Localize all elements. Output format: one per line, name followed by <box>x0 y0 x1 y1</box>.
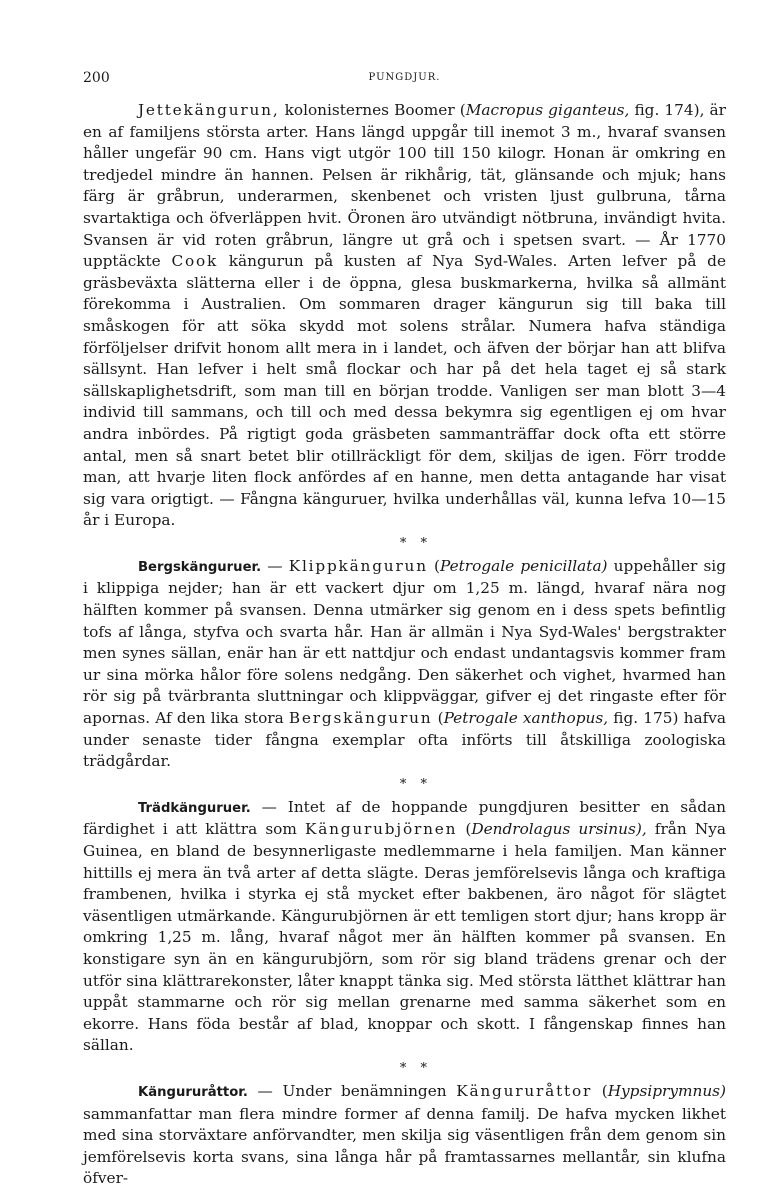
text-run: — <box>261 556 289 575</box>
running-title: PUNGDJUR. <box>368 72 441 83</box>
italic-species-name: Hypsiprymnus) <box>607 1081 726 1100</box>
spaced-common-name: Jettekängurun, <box>138 101 280 119</box>
text-run: — Under benämningen <box>247 1081 457 1100</box>
text-run: fig. 175) hafva under senaste tider fångna exemplar ofta införts till åtskilliga zoologiska trädgårdar. <box>83 709 726 771</box>
section-separator: * * <box>399 1060 428 1076</box>
text-run: — Intet af de hoppande pungdjuren besitter en sådan färdighet i att klättra som <box>83 797 726 839</box>
paragraph-bergskanguruer <box>83 556 726 773</box>
section-separator: * * <box>399 535 428 551</box>
text-run: kängurun på kusten af Nya Syd-Wales. Arten lefver på de gräsbeväxta slätterna eller i de öppna, glesa buskmarkerna, hvilka så allmänt förekomma i Australien. Om sommaren drager kängurun sig till baka till småskogen för att söka skydd mot solens strålar. Numera hafva ständiga förföljelser drifvit honom allt mera in i landet, och äfven der börjar han att blifva sällsynt. Han lefver i helt små flockar och har på det hela taget ej så stark sällskaplighetsdrift, som man till en början trodde. Vanligen ser man blott 3—4 individ till sammans, och till och med dessa bekymra sig egentligen ej om hvar andra inbördes. På rigtigt goda gräsbeten sammanträffar dock ofta ett större antal, men så snart betet blir otillräckligt för dem, skiljas de igen. Förr trodde man, att hvarje liten flock anfördes af en hanne, men detta antagande har visat sig vara origtigt. — Fångna känguruer, hvilka underhållas väl, kunna lefva 10—15 år i Europa. <box>83 252 726 530</box>
section-heading: Bergskänguruer. <box>138 559 262 575</box>
text-run: från Nya Guinea, en bland de besynnerligaste medlemmarne i hela familjen. Man känner hittills ej mera än två arter af detta slägte. Deras jemförelsevis långa och kraftiga frambenen, hvilka i styrka ej stå mycket efter bakbenen, äro något för slägtet väsentligen utmärkande. Kängurubjörnen är ett temligen stort djur; hans kropp är omkring 1,25 m. lång, hvaraf något mer än hälften kommer på svansen. En konstigare syn än en kängurubjörn, som rör sig bland trädens grenar och der utför sina klättrarekonster, låter knappt tänka sig. Med största lätthet klättrar han uppåt stammarne och rör sig mellan grenarne med samma säkerhet som en ekorre. Hans föda består af blad, knoppar och skott. I fångenskap finnes han sällan. <box>83 820 726 1055</box>
section-separator: * * <box>399 776 428 792</box>
section-heading: Kängururåttor. <box>138 1084 248 1100</box>
spaced-common-name: Klippkängurun <box>288 556 428 575</box>
text-run: ( <box>592 1081 608 1100</box>
text-run: ( <box>427 556 440 575</box>
italic-species-name: Dendrolagus ursinus), <box>471 820 647 839</box>
spaced-common-name: Kängururåttor <box>456 1081 593 1100</box>
text-run: kolonisternes Boomer ( <box>279 101 466 119</box>
text-run: uppehåller sig i klippiga nejder; han är ett vackert djur om 1,25 m. längd, hvaraf nära nog hälften kommer på svansen. Denna utmärker sig genom en i dess spets befintlig tofs af långa, styfva och svarta hår. Han är allmän i Nya Syd-Wales' bergstrakter men synes sällan, enär han är ett nattdjur och endast undantagsvis kommer fram ur sina mörka hålor före solens nedgång. Den säkerhet och vighet, hvarmed han rör sig på tvärbranta sluttningar och klippväggar, gifver ej det ringaste efter för apornas. Af den lika stora <box>83 556 726 728</box>
spaced-common-name: Kängurubjörnen <box>305 820 458 839</box>
section-heading: Trädkänguruer. <box>138 800 251 816</box>
text-run: ( <box>432 709 444 728</box>
paragraph-tradkanguruer <box>83 797 726 1057</box>
paragraph-kangururattor <box>83 1081 726 1190</box>
italic-species-name: Petrogale xanthopus, <box>443 709 609 728</box>
italic-species-name: Petrogale penicillata) <box>440 556 608 575</box>
page-number: 200 <box>83 70 110 86</box>
text-run: fig. 174), är en af familjens största arter. Hans längd uppgår till inemot 3 m., hvaraf svansen håller ungefär 90 cm. Hans vigt utgör 100 till 150 kilogr. Honan är omkring en tredjedel mindre än hannen. Pelsen är rikhårig, tät, glänsande och mjuk; hans färg är gråbrun, underarmen, skenbenet och vristen ljust gulbruna, tårna svartaktiga och öfverläppen hvit. Öronen äro utvändigt nötbruna, invändigt hvita. Svansen är vid roten gråbrun, längre ut grå och i spetsen svart. — År 1770 upptäckte <box>83 101 726 271</box>
paragraph-jattekangurun <box>83 100 726 532</box>
page-body <box>83 100 726 1190</box>
spaced-common-name: Cook <box>171 252 219 271</box>
text-run: ( <box>457 820 472 839</box>
page-header <box>83 70 726 92</box>
text-run: sammanfattar man flera mindre former af denna familj. De hafva mycken likhet med sina storväxtare anförvandter, men skilja sig väsentligen från dem genom sin jemförelsevis korta svans, sina långa hår på framtassarnes mellantår, sin klufna öfver- <box>83 1104 726 1188</box>
spaced-common-name: Bergskängurun <box>288 709 433 728</box>
italic-species-name: Macropus giganteus, <box>465 101 630 119</box>
